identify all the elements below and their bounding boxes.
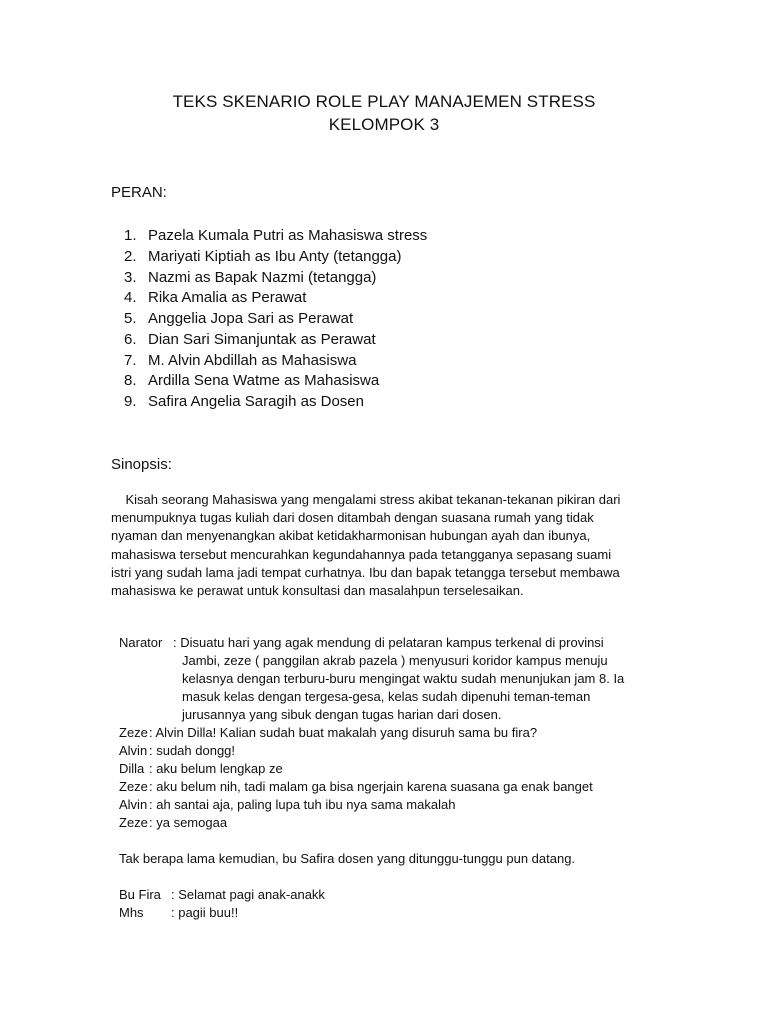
speaker-name: Dilla <box>119 761 145 776</box>
dialog-line: : Alvin Dilla! Kalian sudah buat makalah yang disuruh sama bu fira? <box>149 725 538 740</box>
speaker-name: Zeze <box>119 815 148 830</box>
narration-line: kelasnya dengan terburu-buru mengingat waktu sudah menunjukan jam 8. Ia <box>182 671 625 686</box>
role-number: 2. <box>124 247 137 265</box>
document-subtitle: KELOMPOK 3 <box>328 115 440 134</box>
role-item <box>124 247 427 268</box>
speaker-name: Mhs <box>119 905 144 920</box>
role-text: M. Alvin Abdillah as Mahasiswa <box>148 351 357 369</box>
role-number: 8. <box>124 372 137 390</box>
dialog-row <box>119 904 719 922</box>
role-number: 4. <box>124 289 137 307</box>
narrator-row <box>119 634 719 652</box>
peran-heading: PERAN: <box>111 184 167 201</box>
dialog-line: : ah santai aja, paling lupa tuh ibu nya sama makalah <box>149 797 456 812</box>
synopsis-paragraph <box>111 491 671 600</box>
speaker-name: Alvin <box>119 743 148 758</box>
synopsis-line: Kisah seorang Mahasiswa yang mengalami stress akibat tekanan-tekanan pikiran dari <box>111 492 621 507</box>
dialog-line: : Selamat pagi anak-anakk <box>171 887 325 902</box>
role-item <box>124 309 427 330</box>
speaker-name: Zeze <box>119 725 148 740</box>
role-number: 3. <box>124 268 137 286</box>
role-item <box>124 392 427 413</box>
dialog-line: : ya semogaa <box>149 815 228 830</box>
dialog-row <box>119 814 719 832</box>
role-item <box>124 226 427 247</box>
dialog-row <box>119 886 719 904</box>
narration-line: : Disuatu hari yang agak mendung di pelataran kampus terkenal di provinsi <box>173 635 604 650</box>
speaker-name: Zeze <box>119 779 148 794</box>
narration-line: Jambi, zeze ( panggilan akrab pazela ) menyusuri koridor kampus menuju <box>182 653 608 668</box>
role-number: 7. <box>124 351 137 369</box>
role-text: Pazela Kumala Putri as Mahasiswa stress <box>148 227 428 244</box>
role-number: 5. <box>124 310 137 327</box>
role-text: Dian Sari Simanjuntak as Perawat <box>148 330 376 348</box>
role-number: 6. <box>124 330 137 348</box>
role-number: 9. <box>124 393 137 410</box>
narration-line: masuk kelas dengan tergesa-gesa, kelas sudah dipenuhi teman-teman <box>182 689 591 704</box>
dialog-row <box>119 778 719 796</box>
roles-list <box>124 226 427 413</box>
role-text: Anggelia Jopa Sari as Perawat <box>148 310 354 327</box>
synopsis-line: mahasiswa ke perawat untuk konsultasi dan masalahpun terselesaikan. <box>111 582 524 598</box>
dialog-line: : aku belum nih, tadi malam ga bisa ngerjain karena suasana ga enak banget <box>149 779 593 794</box>
document-title: TEKS SKENARIO ROLE PLAY MANAJEMEN STRESS <box>172 92 596 111</box>
role-text: Nazmi as Bapak Nazmi (tetangga) <box>148 268 377 286</box>
synopsis-line: nyaman dan menyenangkan akibat ketidakharmonisan hubungan ayah dan ibunya, <box>111 528 591 544</box>
dialog-row <box>119 760 719 778</box>
dialog-line: : sudah dongg! <box>149 743 236 758</box>
synopsis-line: mahasiswa tersebut mencurahkan kegundahannya pada tetangganya sepasang suami <box>111 546 612 562</box>
sinopsis-heading: Sinopsis: <box>111 456 172 473</box>
role-text: Ardilla Sena Watme as Mahasiswa <box>148 372 380 390</box>
dialog-line: : pagii buu!! <box>171 905 239 920</box>
dialog-row <box>119 742 719 760</box>
narration-transition: Tak berapa lama kemudian, bu Safira dosen yang ditunggu-tunggu pun datang. <box>119 851 576 866</box>
narration-line: jurusannya yang sibuk dengan tugas harian dari dosen. <box>182 707 502 722</box>
speaker-name: Narator <box>119 635 163 650</box>
role-text: Mariyati Kiptiah as Ibu Anty (tetangga) <box>148 247 402 265</box>
synopsis-line: menumpuknya tugas kuliah dari dosen ditambah dengan suasana rumah yang tidak <box>111 510 594 526</box>
role-item <box>124 288 427 309</box>
dialog-row <box>119 724 719 742</box>
dialog-line: : aku belum lengkap ze <box>149 761 283 776</box>
role-item <box>124 351 427 372</box>
script-dialog <box>119 634 719 922</box>
role-item <box>124 330 427 351</box>
dialog-row <box>119 796 719 814</box>
synopsis-line: istri yang sudah lama jadi tempat curhatnya. Ibu dan bapak tetangga tersebut membawa <box>111 564 620 580</box>
role-number: 1. <box>124 227 137 244</box>
role-text: Rika Amalia as Perawat <box>148 289 307 307</box>
role-text: Safira Angelia Saragih as Dosen <box>148 393 364 410</box>
speaker-name: Alvin <box>119 797 148 812</box>
role-item <box>124 268 427 289</box>
speaker-name: Bu Fira <box>119 887 161 902</box>
role-item <box>124 371 427 392</box>
